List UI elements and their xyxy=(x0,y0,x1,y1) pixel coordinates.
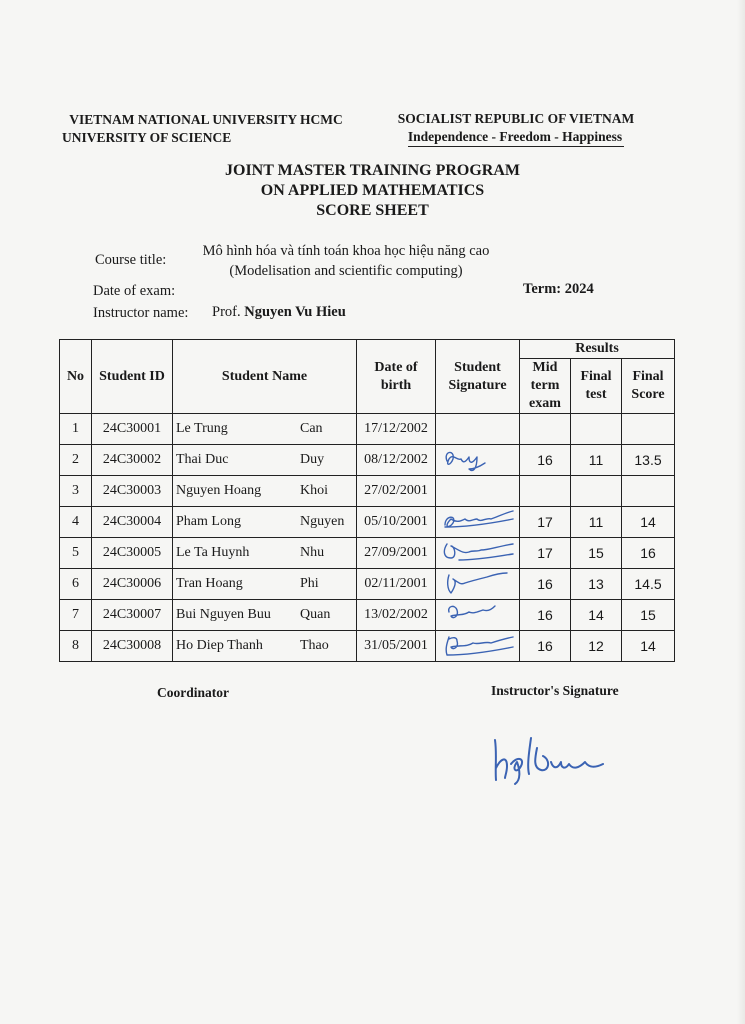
student-first-name: Thai Duc xyxy=(176,452,229,467)
header-no: No xyxy=(60,340,92,414)
cell-final-test xyxy=(571,414,622,445)
student-last-name: Nhu xyxy=(300,545,325,560)
cell-signature xyxy=(436,600,520,631)
student-first-name: Le Trung xyxy=(176,421,228,436)
cell-no: 3 xyxy=(60,476,92,507)
cell-mid-term: 17 xyxy=(520,538,571,569)
student-signature-image xyxy=(439,602,517,628)
cell-signature xyxy=(436,569,520,600)
table-row xyxy=(60,569,675,600)
coordinator-label: Coordinator xyxy=(157,685,229,700)
national-motto: Independence - Freedom - Happiness xyxy=(408,128,624,147)
cell-final-test xyxy=(571,476,622,507)
cell-mid-term: 16 xyxy=(520,631,571,662)
instructor-name-label: Instructor name: xyxy=(93,305,189,321)
cell-date-of-birth: 17/12/2002 xyxy=(357,414,436,445)
cell-signature xyxy=(436,631,520,662)
cell-mid-term: 16 xyxy=(520,445,571,476)
cell-date-of-birth: 27/02/2001 xyxy=(357,476,436,507)
student-last-name: Khoi xyxy=(300,483,328,498)
cell-student-name xyxy=(173,414,357,445)
cell-student-id: 24C30008 xyxy=(92,631,173,662)
cell-student-name xyxy=(173,445,357,476)
cell-final-score: 16 xyxy=(622,538,675,569)
cell-date-of-birth: 08/12/2002 xyxy=(357,445,436,476)
cell-signature xyxy=(436,538,520,569)
cell-signature xyxy=(436,476,520,507)
cell-final-test: 12 xyxy=(571,631,622,662)
cell-student-name xyxy=(173,538,357,569)
cell-no: 2 xyxy=(60,445,92,476)
student-signature-image xyxy=(439,509,517,535)
cell-date-of-birth: 02/11/2001 xyxy=(357,569,436,600)
cell-final-score: 14 xyxy=(622,507,675,538)
student-signature-image xyxy=(439,540,517,566)
cell-student-name xyxy=(173,600,357,631)
cell-date-of-birth: 13/02/2002 xyxy=(357,600,436,631)
title-line-3: SCORE SHEET xyxy=(316,202,429,219)
instructor-signature-image xyxy=(487,728,617,788)
cell-mid-term xyxy=(520,414,571,445)
page-edge-shadow xyxy=(737,0,745,1024)
cell-no: 7 xyxy=(60,600,92,631)
university-header xyxy=(0,111,412,147)
table-row xyxy=(60,445,675,476)
republic-header xyxy=(388,110,644,147)
instructor-signature-label: Instructor's Signature xyxy=(491,683,619,698)
cell-mid-term xyxy=(520,476,571,507)
header-mid-term: Mid term exam xyxy=(520,359,571,414)
cell-mid-term: 16 xyxy=(520,600,571,631)
cell-student-id: 24C30003 xyxy=(92,476,173,507)
table-row xyxy=(60,631,675,662)
cell-student-name xyxy=(173,569,357,600)
cell-signature xyxy=(436,445,520,476)
table-row xyxy=(60,538,675,569)
student-last-name: Nguyen xyxy=(300,514,345,529)
table-row xyxy=(60,600,675,631)
student-first-name: Ho Diep Thanh xyxy=(176,638,263,653)
cell-final-test: 11 xyxy=(571,445,622,476)
course-title-vietnamese: Mô hình hóa và tính toán khoa học hiệu năng cao xyxy=(202,243,490,259)
student-first-name: Le Ta Huynh xyxy=(176,545,250,560)
document-title xyxy=(0,161,745,221)
university-name: VIETNAM NATIONAL UNIVERSITY HCMC xyxy=(69,112,343,127)
title-line-2: ON APPLIED MATHEMATICS xyxy=(260,182,485,199)
student-last-name: Can xyxy=(300,421,323,436)
cell-no: 6 xyxy=(60,569,92,600)
instructor-name: Nguyen Vu Hieu xyxy=(244,304,346,320)
table-row xyxy=(60,476,675,507)
term-label: Term: 2024 xyxy=(523,281,594,297)
exam-date-label: Date of exam: xyxy=(93,283,176,299)
cell-no: 5 xyxy=(60,538,92,569)
cell-student-name xyxy=(173,631,357,662)
cell-mid-term: 17 xyxy=(520,507,571,538)
cell-student-id: 24C30005 xyxy=(92,538,173,569)
student-first-name: Pham Long xyxy=(176,514,241,529)
header-results: Results xyxy=(520,340,675,359)
cell-student-name xyxy=(173,507,357,538)
cell-student-id: 24C30002 xyxy=(92,445,173,476)
header-student-signature: Student Signature xyxy=(436,340,520,414)
cell-final-test: 14 xyxy=(571,600,622,631)
course-title-label: Course title: xyxy=(95,252,167,268)
student-signature-image xyxy=(439,447,517,473)
cell-no: 8 xyxy=(60,631,92,662)
student-first-name: Bui Nguyen Buu xyxy=(176,607,271,622)
student-last-name: Duy xyxy=(300,452,325,467)
republic-name: SOCIALIST REPUBLIC OF VIETNAM xyxy=(397,111,635,126)
instructor-name-value xyxy=(212,304,346,321)
header-student-name: Student Name xyxy=(173,340,357,414)
cell-final-score xyxy=(622,476,675,507)
instructor-title: Prof. xyxy=(212,304,241,320)
cell-date-of-birth: 31/05/2001 xyxy=(357,631,436,662)
cell-final-score xyxy=(622,414,675,445)
student-first-name: Tran Hoang xyxy=(176,576,243,591)
cell-no: 4 xyxy=(60,507,92,538)
cell-signature xyxy=(436,414,520,445)
cell-student-id: 24C30006 xyxy=(92,569,173,600)
cell-final-test: 11 xyxy=(571,507,622,538)
course-title-english: (Modelisation and scientific computing) xyxy=(229,263,463,279)
faculty-name: UNIVERSITY OF SCIENCE xyxy=(62,130,232,145)
header-final-test: Final test xyxy=(571,359,622,414)
cell-date-of-birth: 05/10/2001 xyxy=(357,507,436,538)
header-date-of-birth: Date of birth xyxy=(357,340,436,414)
cell-final-score: 14.5 xyxy=(622,569,675,600)
score-table xyxy=(59,339,675,662)
cell-final-test: 13 xyxy=(571,569,622,600)
cell-final-test: 15 xyxy=(571,538,622,569)
cell-mid-term: 16 xyxy=(520,569,571,600)
cell-date-of-birth: 27/09/2001 xyxy=(357,538,436,569)
table-row xyxy=(60,507,675,538)
header-final-score: Final Score xyxy=(622,359,675,414)
student-last-name: Quan xyxy=(300,607,331,622)
table-row xyxy=(60,414,675,445)
header-student-id: Student ID xyxy=(92,340,173,414)
cell-student-id: 24C30001 xyxy=(92,414,173,445)
cell-student-id: 24C30004 xyxy=(92,507,173,538)
title-line-1: JOINT MASTER TRAINING PROGRAM xyxy=(225,162,520,179)
cell-final-score: 13.5 xyxy=(622,445,675,476)
student-signature-image xyxy=(439,571,517,597)
student-last-name: Phi xyxy=(300,576,319,591)
student-signature-image xyxy=(439,633,517,659)
student-last-name: Thao xyxy=(300,638,329,653)
cell-final-score: 14 xyxy=(622,631,675,662)
student-first-name: Nguyen Hoang xyxy=(176,483,262,498)
course-title-value xyxy=(194,241,498,281)
cell-final-score: 15 xyxy=(622,600,675,631)
cell-signature xyxy=(436,507,520,538)
cell-no: 1 xyxy=(60,414,92,445)
cell-student-name xyxy=(173,476,357,507)
cell-student-id: 24C30007 xyxy=(92,600,173,631)
